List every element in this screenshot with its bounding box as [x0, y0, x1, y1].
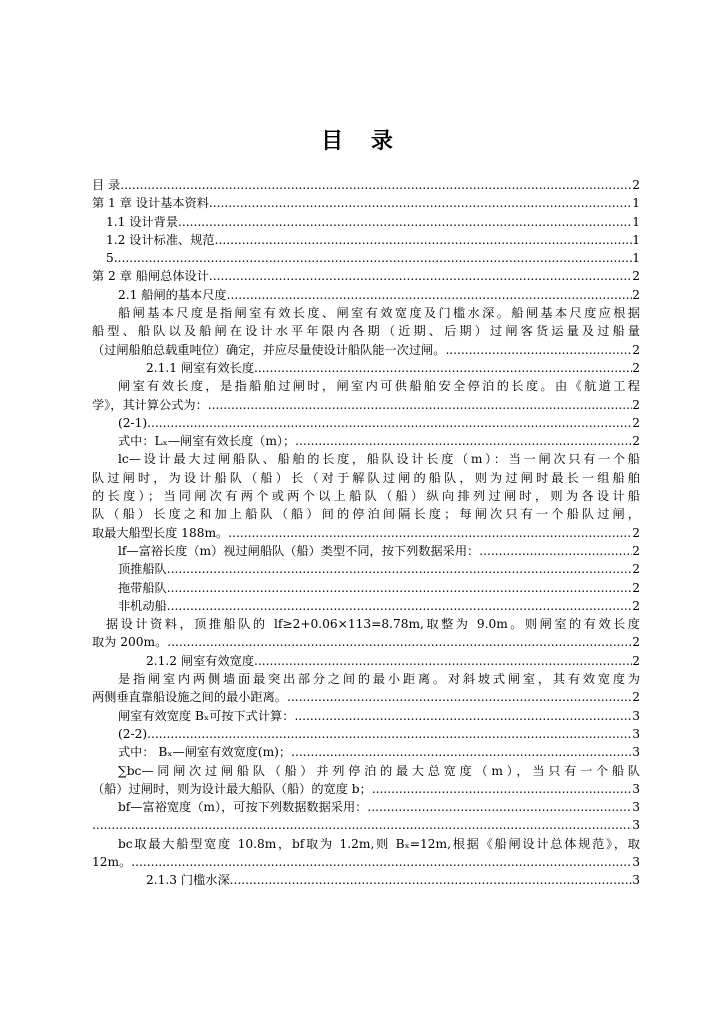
toc-entry-text: 1.1 设计背景 — [106, 214, 179, 229]
toc-page-number: 1 — [632, 214, 640, 229]
dot-leader — [167, 633, 632, 651]
toc-entry-text: （过闸船舶总载重吨位）确定，并应尽量使设计船队能一次过闸。 — [92, 342, 446, 357]
dot-leader — [147, 414, 632, 432]
toc-entry-text: bf—富裕宽度（m），可按下列数据数据采用： — [118, 800, 368, 815]
toc-page-number: 2 — [632, 543, 640, 558]
toc-entry[interactable] — [92, 633, 640, 651]
dot-leader — [120, 176, 632, 194]
dot-leader — [209, 267, 632, 285]
toc-page-number: 2 — [632, 287, 640, 302]
dot-leader — [178, 213, 632, 231]
toc-entry[interactable] — [92, 414, 640, 432]
toc-page-number: 1 — [632, 196, 640, 211]
dot-leader — [372, 780, 632, 798]
toc-entry-wrapped-line: 闸室有效长度，是指船舶过闸时，闸室内可供船舶安全停泊的长度。由《航道工程 — [118, 379, 640, 394]
toc-page-number: 2 — [632, 598, 640, 613]
toc-page-number: 2 — [632, 525, 640, 540]
toc-entry-wrapped-line: 的长度）；当同闸次有两个或两个以上船队（船）纵向排列过闸时，则为各设计船 — [92, 489, 640, 504]
toc-entry-wrapped-line: bc取最大船型宽度 10.8m，bf取为 1.2m,则 Bₓ=12m,根据《船闸设计总体规范》，取 — [118, 836, 640, 851]
toc-entry[interactable] — [92, 432, 640, 450]
dot-leader — [228, 524, 632, 542]
toc-page-number: 2 — [632, 635, 640, 650]
toc-page-number: 2 — [632, 653, 640, 668]
toc-entry[interactable] — [92, 798, 640, 816]
dot-leader — [294, 707, 632, 725]
toc-entry-text: 目 录 — [92, 178, 121, 192]
toc-entry-wrapped-line: 据设计资料，顶推船队的 lf≥2+0.06×113=8.78m,取整为 9.0m。则闸室的有效长度 — [106, 617, 640, 632]
toc-entry-text: 2.1.2 闸室有效宽度 — [146, 653, 255, 668]
toc-entry[interactable] — [92, 194, 640, 212]
toc-entry-text: 取为 200m。 — [92, 635, 168, 650]
toc-entry-wrapped-line: 队过闸时，为设计船队（船）长（对于解队过闸的船队，则为过闸时最长一组船舶 — [92, 470, 640, 485]
toc-entry[interactable] — [92, 652, 640, 670]
toc-entry[interactable] — [92, 816, 640, 834]
toc-page-number: 2 — [632, 269, 640, 284]
dot-leader — [92, 816, 632, 834]
toc-page-number: 3 — [632, 800, 640, 815]
toc-page-number: 3 — [632, 726, 640, 741]
toc-page-number: 2 — [632, 690, 640, 705]
toc-entry[interactable] — [92, 542, 640, 560]
toc-entry[interactable] — [92, 725, 640, 743]
toc-entry[interactable] — [92, 597, 640, 615]
toc-page-number: 1 — [632, 251, 640, 266]
toc-entry-text: 学》，其计算公式为： — [92, 397, 208, 412]
dot-leader — [291, 743, 632, 761]
toc-entry[interactable] — [92, 871, 640, 889]
toc-page-number: 2 — [632, 562, 640, 577]
toc-page-number: 2 — [632, 360, 640, 375]
toc-entry-wrapped-line: lc—设计最大过闸船队、船舶的长度，船队设计长度（m）：当一闸次只有一个船 — [118, 452, 640, 467]
toc-page-number: 3 — [632, 854, 640, 869]
toc-entry-text: lf—富裕长度（m）视过闸船队（船）类型不同，按下列数据采用： — [118, 543, 480, 558]
toc-entry-text: (2-2) — [118, 726, 148, 741]
toc-page-number: 2 — [632, 580, 640, 595]
toc-entry-text: 式中： Bₓ—闸室有效宽度(m)； — [118, 745, 292, 760]
dot-leader — [167, 560, 632, 578]
toc-page-number: 2 — [632, 342, 640, 357]
toc-entry[interactable] — [92, 176, 640, 194]
toc-entry[interactable] — [92, 249, 640, 267]
toc-entry-wrapped-line: 是指闸室内两侧墙面最突出部分之间的最小距离。对斜坡式闸室，其有效宽度为 — [118, 672, 640, 687]
dot-leader — [254, 359, 632, 377]
toc-page-number: 3 — [632, 781, 640, 796]
dot-leader — [479, 542, 632, 560]
toc-entry-text: 非机动船 — [118, 598, 167, 613]
dot-leader — [131, 853, 632, 871]
toc-page-number: 3 — [632, 708, 640, 723]
toc-entry-text: 闸室有效宽度 Bₓ可按下式计算： — [118, 708, 295, 723]
dot-leader — [167, 579, 632, 597]
toc-entry-text: （船）过闸时，则为设计最大船队（船）的宽度 b； — [92, 781, 372, 796]
dot-leader — [445, 341, 632, 359]
toc-page-number: 2 — [632, 434, 640, 449]
dot-leader — [208, 396, 632, 414]
toc-entry-text: 2.1.1 闸室有效长度 — [146, 360, 255, 375]
toc-entry[interactable] — [92, 286, 640, 304]
toc-entry-text: 取最大船型长度 188m。 — [92, 525, 229, 540]
dot-leader — [147, 725, 632, 743]
toc-entry[interactable] — [92, 579, 640, 597]
page-title: 目 录 — [321, 128, 403, 154]
toc-entry[interactable] — [92, 231, 640, 249]
dot-leader — [167, 597, 632, 615]
dot-leader — [215, 231, 633, 249]
table-of-contents — [92, 176, 640, 890]
dot-leader — [254, 652, 632, 670]
toc-entry[interactable] — [92, 396, 640, 414]
toc-entry-text: 2.1 船闸的基本尺度 — [118, 287, 227, 302]
toc-entry[interactable] — [92, 524, 640, 542]
dot-leader — [230, 871, 633, 889]
dot-leader — [227, 286, 633, 304]
toc-entry-text: 2.1.3 门槛水深 — [146, 873, 230, 888]
toc-page-number: 2 — [632, 397, 640, 412]
toc-entry-text: 拖带船队 — [118, 580, 167, 595]
toc-entry-text: 两侧垂直靠船设施之间的最小距离。 — [92, 690, 287, 705]
toc-entry-wrapped-line: 队（船）长度之和加上船队（船）间的停泊间隔长度；每闸次只有一个船队过闸， — [92, 507, 640, 522]
toc-page-number: 3 — [632, 818, 640, 833]
dot-leader — [287, 688, 632, 706]
toc-entry[interactable] — [92, 743, 640, 761]
toc-page-number: 3 — [632, 745, 640, 760]
toc-entry[interactable] — [92, 359, 640, 377]
toc-page-number: 3 — [632, 873, 640, 888]
toc-entry[interactable] — [92, 560, 640, 578]
toc-entry[interactable] — [92, 341, 640, 359]
dot-leader — [209, 194, 632, 212]
toc-entry-wrapped-line: 船型、船队以及船闸在设计水平年限内各期（近期、后期）过闸客货运量及过船量 — [92, 324, 640, 339]
toc-entry-text: 12m。 — [92, 854, 132, 869]
toc-entry[interactable] — [92, 267, 640, 285]
toc-entry-wrapped-line: ∑bc—同闸次过闸船队（船）并列停泊的最大总宽度（m），当只有一个船队 — [118, 763, 640, 778]
toc-entry-text: 1.2 设计标准、规范 — [106, 232, 215, 247]
toc-entry-wrapped-line: 船闸基本尺度是指闸室有效长度、闸室有效宽度及门槛水深。船闸基本尺度应根据 — [118, 306, 640, 321]
toc-entry-text: 5 — [106, 251, 114, 266]
toc-entry-text: 式中：Lₓ—闸室有效长度（m）； — [118, 434, 296, 449]
toc-entry[interactable] — [92, 707, 640, 725]
toc-entry[interactable] — [92, 213, 640, 231]
toc-entry[interactable] — [92, 853, 640, 871]
toc-entry[interactable] — [92, 688, 640, 706]
toc-entry-text: 顶推船队 — [118, 562, 167, 577]
toc-page-number: 2 — [632, 415, 640, 430]
dot-leader — [367, 798, 632, 816]
dot-leader — [295, 432, 632, 450]
toc-page-number: 2 — [632, 178, 640, 192]
dot-leader — [114, 249, 632, 267]
toc-entry[interactable] — [92, 780, 640, 798]
toc-page-number: 1 — [632, 232, 640, 247]
toc-entry-text: 第 1 章 设计基本资料 — [92, 196, 209, 211]
toc-entry-text: 第 2 章 船闸总体设计 — [92, 269, 209, 284]
toc-entry-text: (2-1) — [118, 415, 148, 430]
